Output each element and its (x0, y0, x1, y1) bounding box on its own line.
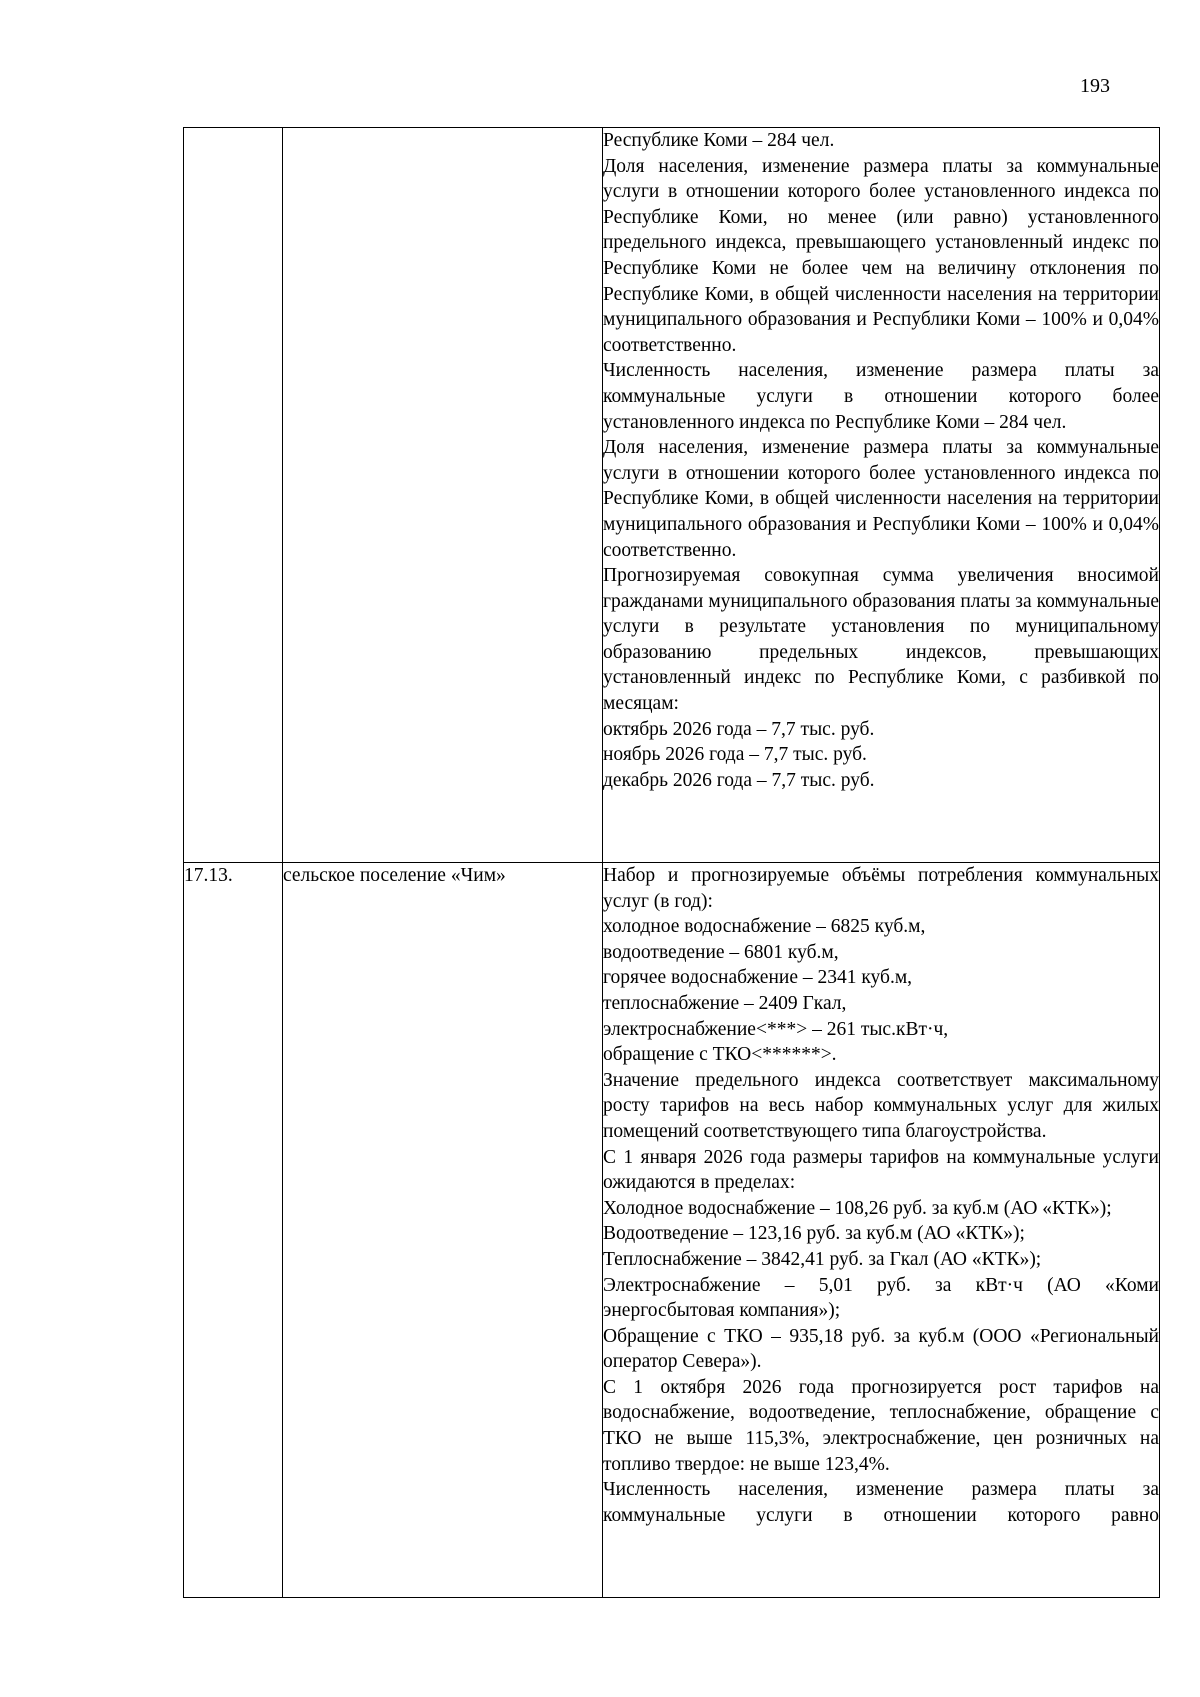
paragraph: С 1 января 2026 года размеры тарифов на коммунальные услуги ожидаются в пределах: (603, 1146, 1159, 1194)
paragraph: Электроснабжение – 5,01 руб. за кВт·ч (АО «Коми энергосбытовая компания»); (603, 1274, 1159, 1322)
row-number-cell: 17.13. (184, 863, 283, 1598)
paragraph: Доля населения, изменение размера платы за коммунальные услуги в отношении которого более установленного индекса по Республике Коми, в общей численности населения на территории муниципального образования и Республики Коми – 100% и 0,04% соответственно. (603, 437, 1159, 561)
row-number-cell (184, 128, 283, 863)
paragraph: С 1 октября 2026 года прогнозируется рост тарифов на водоснабжение, водоотведение, теплоснабжение, обращение с ТКО не выше 115,3%, электроснабжение, цен розничных на топливо твердое: не выше 123,4%. (603, 1376, 1159, 1475)
description-cell (603, 128, 1160, 863)
paragraph: холодное водоснабжение – 6825 куб.м, (603, 916, 926, 938)
paragraph: Республике Коми – 284 чел. (603, 130, 835, 151)
paragraph: ноябрь 2026 года – 7,7 тыс. руб. (603, 744, 867, 766)
paragraph: водоотведение – 6801 куб.м, (603, 941, 839, 963)
municipality-name-cell (283, 128, 603, 863)
paragraph: Доля населения, изменение размера платы за коммунальные услуги в отношении которого более установленного индекса по Республике Коми, но менее (или равно) установленного предельного индекса, превышающего установленный индекс по Республике Коми не более чем на величину отклонения по Республике Коми, в общей численности населения на территории муниципального образования и Республики Коми – 100% и 0,04% соответственно. (603, 155, 1159, 356)
paragraph: Водоотведение – 123,16 руб. за куб.м (АО «КТК»); (603, 1223, 1025, 1245)
paragraph: электроснабжение<***> – 261 тыс.кВт·ч, (603, 1018, 949, 1040)
table-row (184, 128, 1160, 863)
content-table (183, 127, 1160, 1598)
paragraph: декабрь 2026 года – 7,7 тыс. руб. (603, 769, 875, 791)
paragraph: Прогнозируемая совокупная сумма увеличения вносимой гражданами муниципального образования платы за коммунальные услуги в результате установления по муниципальному образованию предельных индексов, превышающих установленный индекс по Республике Коми, с разбивкой по месяцам: (603, 565, 1159, 715)
description-cell (603, 863, 1160, 1598)
table-row (184, 863, 1160, 1598)
paragraph: теплоснабжение – 2409 Гкал, (603, 992, 847, 1014)
paragraph: октябрь 2026 года – 7,7 тыс. руб. (603, 718, 875, 740)
municipality-name-cell: сельское поселение «Чим» (283, 863, 603, 1598)
paragraph: Численность населения, изменение размера платы за коммунальные услуги в отношении которого более установленного индекса по Республике Коми – 284 чел. (603, 360, 1159, 433)
paragraph: Набор и прогнозируемые объёмы потребления коммунальных услуг (в год): (603, 865, 1159, 912)
paragraph: Теплоснабжение – 3842,41 руб. за Гкал (АО «КТК»); (603, 1248, 1042, 1270)
paragraph: горячее водоснабжение – 2341 куб.м, (603, 967, 913, 989)
paragraph: Холодное водоснабжение – 108,26 руб. за куб.м (АО «КТК»); (603, 1197, 1112, 1219)
paragraph: Численность населения, изменение размера платы за коммунальные услуги в отношении которого равно (603, 1479, 1159, 1526)
paragraph: Обращение с ТКО – 935,18 руб. за куб.м (ООО «Региональный оператор Севера»). (603, 1325, 1159, 1373)
paragraph: обращение с ТКО<******>. (603, 1044, 837, 1066)
paragraph: Значение предельного индекса соответствует максимальному росту тарифов на весь набор коммунальных услуг для жилых помещений соответствующего типа благоустройства. (603, 1069, 1159, 1142)
page-number: 193 (1080, 75, 1110, 97)
